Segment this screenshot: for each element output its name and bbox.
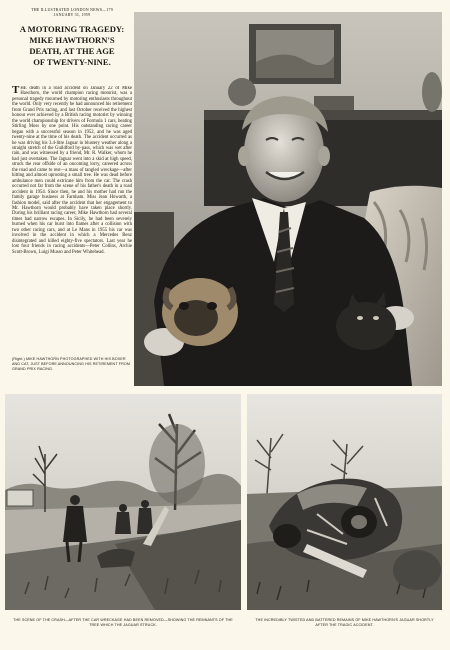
- drop-cap: T: [12, 86, 20, 96]
- article-headline: [12, 24, 132, 68]
- headline-line-4: OF TWENTY-NINE.: [33, 57, 111, 67]
- crash-scene-photo: [5, 394, 241, 610]
- main-photo-caption: (Right.) MIKE HAWTHORN PHOTOGRAPHED WITH HIS BOXER AND CAT, JUST BEFORE ANNOUNCING HIS RETIREMENT FROM GRAND PRIX RACING.: [12, 357, 130, 371]
- masthead: [12, 7, 132, 17]
- masthead-title: THE ILLUSTRATED LONDON NEWS—179: [31, 7, 113, 12]
- masthead-date: JANUARY 31, 1959: [53, 12, 91, 17]
- wreckage-photo: [247, 394, 442, 610]
- wreckage-caption: THE INCREDIBLY TWISTED AND BATTERED REMAINS OF MIKE HAWTHORN'S JAGUAR SHORTLY AFTER THE TRAGIC ACCIDENT.: [255, 618, 434, 627]
- headline-line-1: A MOTORING TRAGEDY:: [19, 24, 125, 34]
- article-body: [12, 86, 132, 354]
- headline-line-3: DEATH, AT THE AGE: [29, 46, 115, 56]
- article-body-text: HE death in a road accident on January 22 of Mike Hawthorn, the world champion racing motorist, was a personal tragedy mourned by motoring enthusiasts throughout the world. Only very recently he had announced his retirement from Grand Prix racing, and last October received the highest honour ever achieved by a British racing motorist by winning the world championship for drivers of Formula 1 cars, beating Stirling Moss by one point. His outstanding racing career began with a successful season in 1952, and he was aged twenty-nine at the time of his death. The accident occurred as he was driving his 3.4-litre Jaguar in blustery weather along a straight stretch of the Guildford by-pass, which was wet after rain, and was witnessed by a friend, Mr. R. Walker, whom he had just overtaken. The Jaguar went into a skid at high speed, struck the rear offside of an oncoming lorry, careered across the road and came to rest—a mass of tangled wreckage—after hitting and almost uprooting a small tree. He was dead before ambulance men could extricate him from the car. The crash occurred not far from the scene of his father's death in a road accident in 1954. Since then, he and his mother had run the family garage business at Farnham. Miss Jean Howarth, a fashion model, said after the accident that her engagement to Mr. Hawthorn would probably have taken place shortly. During his brilliant racing career, Mike Hawthorn had several times had narrow escapes. In Sicily, he had been severely burned when his car burst into flames after a collision with two other racing cars, and at Le Mans in 1955 his car was involved in the accident in which a Mercedes Benz disintegrated and killed eighty-five spectators. Last year he lost four friends in racing accidents—Peter Collins, Archie Scott-Brown, Luigi Musso and Peter Whitehead.: [12, 86, 132, 255]
- portrait-photo: [134, 12, 442, 386]
- crash-scene-caption: THE SCENE OF THE CRASH—AFTER THE CAR WRECKAGE HAD BEEN REMOVED—SHOWING THE REMNANTS OF THE TREE WHICH THE JAGUAR STRUCK.: [13, 618, 233, 627]
- headline-line-2: MIKE HAWTHORN'S: [29, 35, 115, 45]
